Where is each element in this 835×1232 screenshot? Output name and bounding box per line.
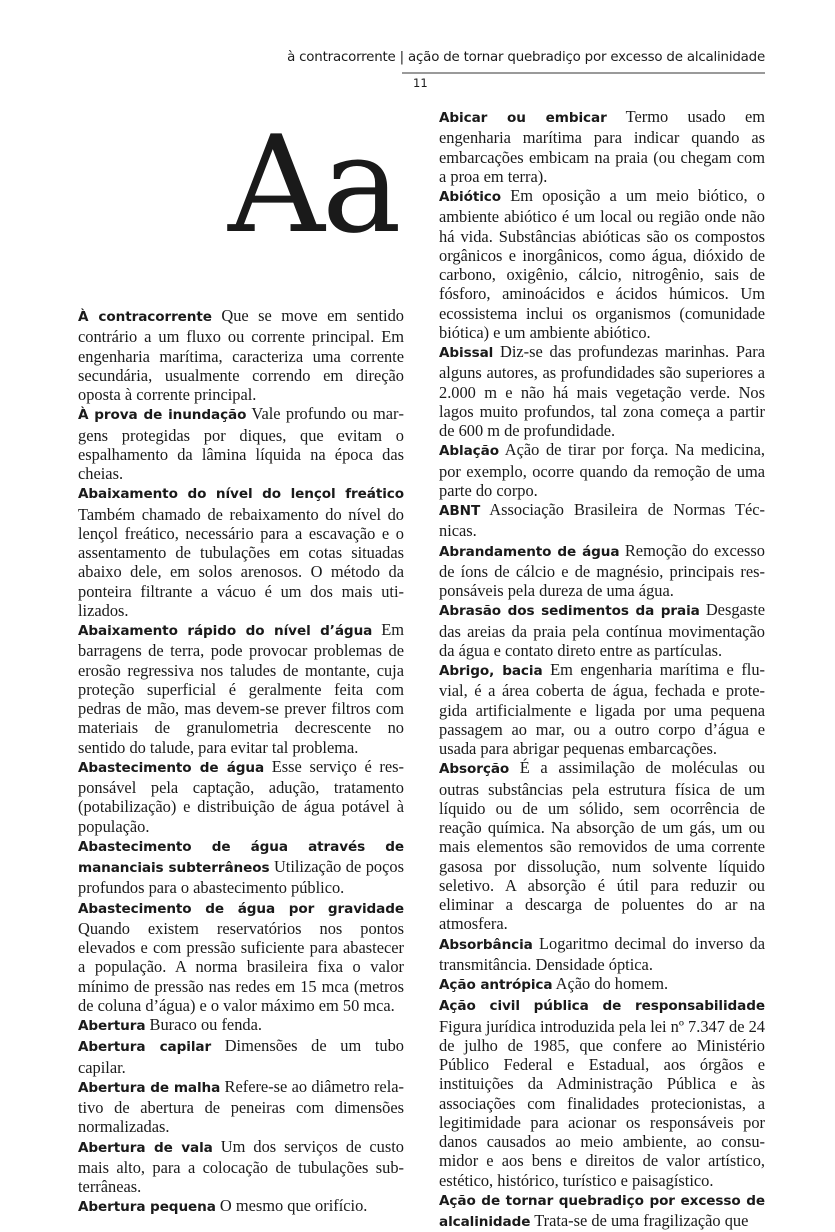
entry-term: Abertura capilar xyxy=(78,1039,212,1056)
header-rule xyxy=(402,72,765,74)
entry-term: Abissal xyxy=(439,345,494,361)
glossary-entry xyxy=(78,836,404,898)
entry-definition: Um dos serviços de custo mais alto, para a colocação de tubulações subterrâneas. xyxy=(78,1136,404,1196)
entry-term: Abrigo, bacia xyxy=(439,663,543,679)
glossary-entry xyxy=(439,186,765,342)
entry-term: Abertura pequena xyxy=(78,1199,216,1216)
entry-definition: Desgaste das areias da praia pela contínua movimentação da água e contato direto entre as partículas. xyxy=(439,600,765,660)
entry-definition: Ação do homem. xyxy=(555,974,669,993)
glossary-entry xyxy=(78,306,404,404)
entry-term: Ação civil pública de responsabilidade xyxy=(439,998,765,1015)
glossary-entry xyxy=(78,404,404,483)
page-number: 11 xyxy=(413,76,428,90)
entry-definition: Logaritmo decimal do inverso da transmitância. Densidade óptica. xyxy=(439,933,765,974)
glossary-entry xyxy=(439,995,765,1190)
glossary-entry xyxy=(439,934,765,975)
entry-term: Abrandamento de água xyxy=(439,543,620,560)
entry-term: Abiótico xyxy=(439,189,502,205)
entry-definition: Quando existem reservatórios nos pontos elevados e com pressão suficiente para abastecer a população. A norma brasileira fixa o valor mínimo de pressão nas redes em 15 mca (metros de coluna d’água) e o valor máximo em 50 mca. xyxy=(78,918,404,1015)
glossary-entry xyxy=(439,1190,765,1232)
entry-term: Abrasão dos sedimentos da praia xyxy=(439,603,700,620)
entry-term: Abaixamento do nível do lençol freático xyxy=(78,486,404,503)
glossary-entry xyxy=(439,440,765,500)
glossary-entry xyxy=(439,342,765,440)
entry-definition: Trata-se de uma fragilização que xyxy=(534,1211,749,1230)
section-letter: Aa xyxy=(228,107,399,263)
entry-term: À prova de inundação xyxy=(78,407,247,424)
entry-definition: Associação Brasileira de Normas Técnicas. xyxy=(439,500,765,541)
entry-definition: Em engenharia marítima e fluvial, é a área coberta de água, fechada e protegida artificialmente e ligada por uma pequena passagem ao mar, ou a outro corpo d’água e usada para abrigar pequenas embarcações. xyxy=(439,660,766,758)
glossary-entry xyxy=(439,600,765,660)
entry-term: ABNT xyxy=(439,503,481,519)
glossary-entry xyxy=(439,500,765,541)
glossary-entry xyxy=(78,1137,404,1197)
entry-definition: Refere-se ao diâmetro relativo de abertura de peneiras com dimensões normalizadas. xyxy=(78,1076,404,1137)
glossary-entry xyxy=(439,974,765,995)
entry-term: Absorbância xyxy=(439,936,533,953)
entry-definition: Termo usado em engenharia marítima para indicar quando as embarcações embicam na praia (ou chegam com a proa em terra). xyxy=(439,107,765,186)
right-column xyxy=(439,107,765,1232)
entry-term: À contracorrente xyxy=(78,309,212,325)
entry-term: Abaixamento rápido do nível d’água xyxy=(78,623,373,639)
entry-term: Abertura de malha xyxy=(78,1079,221,1096)
glossary-entry xyxy=(439,541,765,601)
entry-term: Absorção xyxy=(439,761,510,778)
entry-term: Abicar ou embicar xyxy=(439,110,607,126)
entry-term: Abastecimento de água por gravidade xyxy=(78,900,404,917)
entry-definition: Que se move em sentido contrário a um fluxo ou corrente principal. Em engenharia marítima, caracteriza uma corrente secundária, usualmente correndo em direção oposta à corrente principal. xyxy=(78,306,404,404)
entry-definition: Em barragens de terra, pode provocar problemas de erosão regressiva nos taludes de montante, cuja proteção superficial é geralmente feita com pedras de mão, mas devem-se prever filtros com materiais de granulometria decrescente no sentido do talude, para evitar tal problema. xyxy=(78,620,404,757)
glossary-entry xyxy=(439,660,765,758)
glossary-entry xyxy=(439,758,765,933)
entry-term: Ação antrópica xyxy=(439,977,553,993)
left-column xyxy=(78,306,404,1218)
glossary-entry xyxy=(78,898,404,1016)
running-head: à contracorrente | ação de tornar quebradiço por excesso de alcalinidade xyxy=(287,50,765,65)
entry-definition: Buraco ou fenda. xyxy=(149,1015,262,1034)
glossary-entry xyxy=(439,107,765,186)
entry-definition: Utilização de poços profundos para o abastecimento público. xyxy=(78,857,404,898)
entry-definition: Figura jurídica introduzida pela lei nº 7.347 de 24 de julho de 1985, que confere ao Ministério Público Federal e Estadual, aos órgãos e instituições da Administração Pública e às associações com finalidades protecionistas, a legitimidade para acionar os responsáveis por danos causados ao meio ambiente, ao consumidor e aos bens e direitos de valor artístico, estético, histórico, turístico e paisagístico. xyxy=(439,1016,765,1190)
entry-definition: Diz-se das profundezas marinhas. Para alguns autores, as profundidades são superiores a 2.000 m e não há mais vegetação verde. Nos lagos muito profundos, tal zona começa a partir de 600 m de profundidade. xyxy=(439,342,765,440)
entry-definition: Também chamado de rebaixamento do nível do lençol freático, necessário para a escavação e o assentamento de tubulações em cotas situadas abaixo dele, em solos arenosos. O método da ponteira filtrante a vácuo é um dos mais utilizados. xyxy=(78,504,404,620)
entry-definition: Ação de tirar por força. Na medicina, por exemplo, ocorre quando da remoção de uma parte do corpo. xyxy=(439,440,765,500)
entry-definition: Remoção do excesso de íons de cálcio e de magnésio, principais responsáveis pela dureza de uma água. xyxy=(439,540,765,600)
entry-definition: É a assimilação de moléculas ou outras substâncias pela estrutura física de um líquido ou de um sólido, sem ocorrência de reação química. Na absorção de um gás, um ou mais elementos são removidos de uma corrente gasosa por dissolução, num solvente líquido seletivo. A absorção é útil para reduzir ou eliminar a descarga de poluentes do ar na atmosfera. xyxy=(439,758,765,934)
glossary-entry xyxy=(78,757,404,836)
glossary-entry xyxy=(78,1077,404,1137)
entry-term: Ação de tornar quebradiço por excesso de alcalinidade xyxy=(439,1192,765,1230)
entry-definition: Em oposição a um meio biótico, o ambiente abiótico é um local ou região onde não há vida. Substâncias abióticas são os compostos orgânicos e inorgânicos, como água, dióxido de carbono, oxigênio, cálcio, nitrogênio, sais de fósforo, aminoácidos e ácidos húmicos. Um ecossistema inclui os organismos (comunidade biótica) e um ambiente abiótico. xyxy=(439,186,765,342)
glossary-entry xyxy=(78,1036,404,1077)
glossary-entry xyxy=(78,1196,404,1217)
glossary-entry xyxy=(78,483,404,620)
glossary-entry xyxy=(78,1015,404,1036)
entry-term: Abertura xyxy=(78,1018,146,1034)
entry-definition: Dimensões de um tubo capilar. xyxy=(78,1036,404,1077)
entry-term: Abastecimento de água xyxy=(78,759,265,776)
entry-term: Ablação xyxy=(439,443,499,460)
entry-term: Abastecimento de água através de mananciais subterrâneos xyxy=(78,838,404,876)
glossary-entry xyxy=(78,620,404,757)
entry-definition: Esse serviço é responsável pela captação, adução, tratamento (potabilização) e distribuição de água potável à população. xyxy=(78,756,404,836)
entry-definition: Vale profundo ou margens protegidas por diques, que evitam o espalhamento da lâmina líquida na época das cheias. xyxy=(78,404,404,483)
entry-term: Abertura de vala xyxy=(78,1139,213,1156)
entry-definition: O mesmo que orifício. xyxy=(219,1196,368,1216)
